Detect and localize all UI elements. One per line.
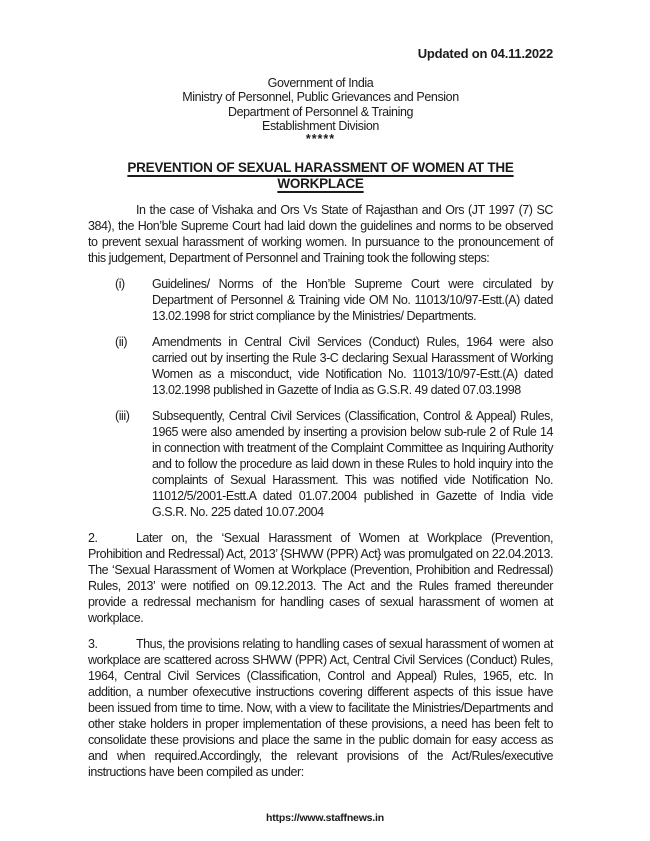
paragraph-2 <box>88 530 553 626</box>
letterhead-line-division: Establishment Division <box>262 118 379 133</box>
letterhead-line-ministry: Ministry of Personnel, Public Grievances and Pension <box>182 90 459 105</box>
paragraph-number: 3. <box>88 637 98 652</box>
step-marker: (iii) <box>115 409 130 424</box>
paragraph-text: Later on, the ‘Sexual Harassment of Women at Workplace (Prevention, Prohibition and Redressal) Act, 2013’ {SHWW (PPR) Act} was promulgated on 22.04.2013. The ‘Sexual Harassment of Women at Workplace (Prevention, Prohibition and Redressal) Rules, 2013’ were notified on 09.12.2013. The Act and the Rules framed thereunder provide a redressal mechanism for handling cases of sexual harassment of women at workplace. <box>88 531 553 626</box>
letterhead-line-department: Department of Personnel & Training <box>227 104 414 119</box>
step-item-ii <box>88 334 553 398</box>
step-marker: (ii) <box>115 335 128 350</box>
intro-paragraph: In the case of Vishaka and Ors Vs State of Rajasthan and Ors (JT 1997 (7) SC 384), the Hon’ble Supreme Court had laid down the guidelines and norms to be observed to prevent sexual harassment of working women. In pursuance to the pronouncement of this judgement, Department of Personnel and Training took the following steps: <box>88 203 553 266</box>
step-text: Amendments in Central Civil Services (Conduct) Rules, 1964 were also carried out by inserting the Rule 3-C declaring Sexual Harassment of Working Women as a misconduct, vide Notification No. 11013/10/97-Estt.(A) dated 13.02.1998 published in Gazette of India as G.S.R. 49 dated 07.03.1998 <box>152 335 553 398</box>
step-text: Subsequently, Central Civil Services (Classification, Control & Appeal) Rules, 1965 were also amended by inserting a provision below sub-rule 2 of Rule 14 in connection with treatment of the Complaint Committee as Inquiring Authority and to follow the procedure as laid down in these Rules to hold inquiry into the complaints of Sexual Harassment. This was notified vide Notification No. 11012/5/2001-Estt.A dated 01.07.2004 published in Gazette of India vide G.S.R. No. 225 dated 10.07.2004 <box>152 409 553 520</box>
step-item-iii <box>88 408 553 520</box>
footer-watermark-url: https://www.staffnews.in <box>266 812 384 824</box>
paragraph-text: Thus, the provisions relating to handling cases of sexual harassment of women at workplace are scattered across SHWW (PPR) Act, Central Civil Services (Conduct) Rules, 1964, Central Civil Services (Classification, Control and Appeal) Rules, 1965, etc. In addition, a number ofexecutive instructions covering different aspects of this issue have been issued from time to time. Now, with a view to facilitate the Ministries/Departments and other stake holders in proper implementation of these provisions, a need has been felt to consolidate these provisions and place the same in the public domain for easy access as and when required.Accordingly, the relevant provisions of the Act/Rules/executive instructions have been compiled as under: <box>88 637 553 780</box>
letterhead <box>88 76 553 146</box>
paragraph-3 <box>88 636 553 780</box>
letterhead-separator-stars: ***** <box>305 132 336 147</box>
step-text: Guidelines/ Norms of the Hon’ble Supreme Court were circulated by Department of Personnel & Training vide OM No. 11013/10/97-Estt.(A) dated 13.02.1998 for strict compliance by the Ministries/ Departments. <box>152 277 553 324</box>
step-item-i <box>88 276 553 324</box>
updated-date-label: Updated on 04.11.2022 <box>417 46 553 61</box>
paragraph-number: 2. <box>88 531 98 546</box>
letterhead-line-government: Government of India <box>267 76 374 90</box>
document-title: PREVENTION OF SEXUAL HARASSMENT OF WOMEN AT THE WORKPLACE <box>127 160 514 192</box>
step-marker: (i) <box>115 277 125 292</box>
